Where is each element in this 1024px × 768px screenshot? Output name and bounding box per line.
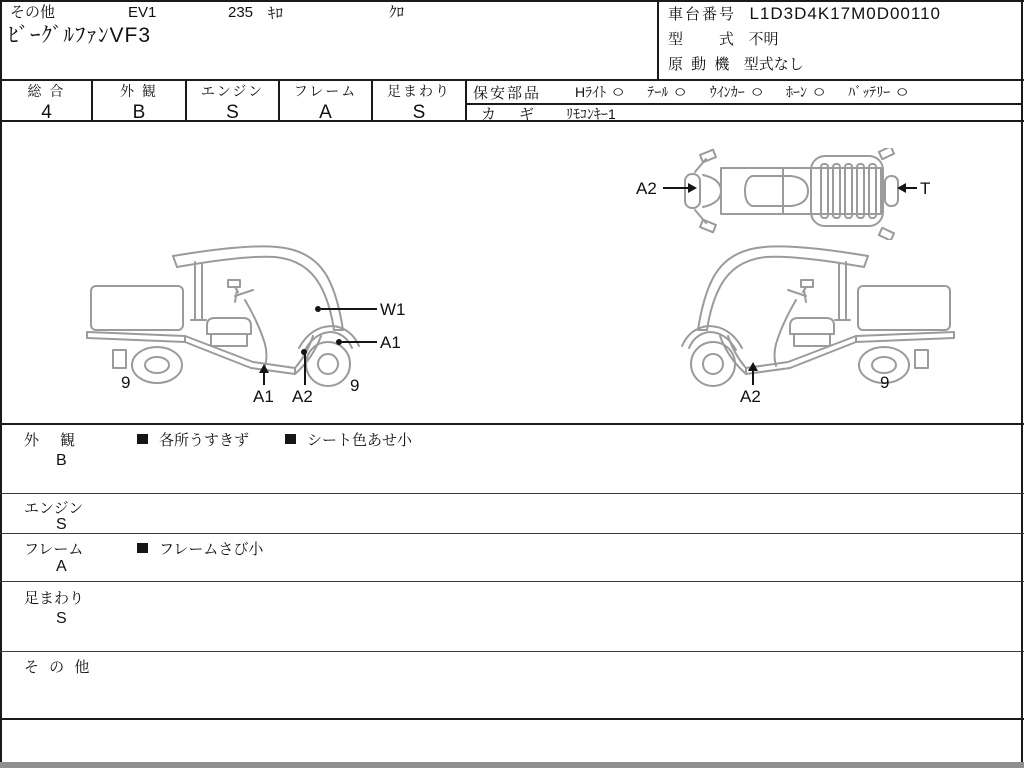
note-row-undercarriage-label: 足まわり <box>24 590 85 607</box>
safety-cell-divider <box>467 103 1022 105</box>
pass-circle-icon: ○ <box>674 82 687 101</box>
note-row-exterior-label: 外 観 <box>24 432 79 449</box>
color-code: ｸﾛ <box>389 4 405 21</box>
leader-line <box>905 187 917 189</box>
note-row-engine-grade: S <box>56 516 67 533</box>
grade-engine-value: S <box>226 102 239 123</box>
safety-item-headlight-label: Hﾗｲﾄ <box>575 84 607 100</box>
grade-undercarriage-value: S <box>412 102 426 123</box>
note-row-exterior-grade: B <box>56 452 67 469</box>
grade-cell-overall <box>2 79 93 122</box>
pass-circle-icon: ○ <box>611 82 625 101</box>
grade-engine-label: エンジン <box>200 83 265 99</box>
grade-frame-label: フレーム <box>293 83 358 99</box>
grade-cell-undercarriage <box>373 79 467 122</box>
leader-line <box>263 372 265 385</box>
model-type-row <box>668 31 778 49</box>
auction-code: EV1 <box>128 4 157 21</box>
note-text: フレームさび小 <box>159 541 264 558</box>
note-row-other-label: そ の 他 <box>24 659 93 676</box>
leader-line <box>752 370 754 385</box>
defect-label-w1: W1 <box>380 300 406 319</box>
header-divider <box>657 0 659 81</box>
safety-item-horn-label: ﾎｰﾝ <box>785 84 807 100</box>
mileage-unit: ｷﾛ <box>268 5 284 22</box>
safety-item-winker-label: ｳｲﾝｶｰ <box>709 84 745 100</box>
engine-type-value: 型式なし <box>743 56 804 73</box>
engine-type-label: 原 動 機 <box>668 56 732 73</box>
chassis-number: L1D3D4K17M0D00110 <box>749 4 941 23</box>
note-row-undercarriage-grade: S <box>56 610 67 627</box>
arrow-right-icon <box>688 183 697 193</box>
safety-item-headlight <box>575 82 623 102</box>
key-value: ﾘﾓｺﾝｷｰ1 <box>566 105 616 122</box>
safety-item-horn <box>786 82 824 102</box>
vehicle-category: その他 <box>10 4 56 21</box>
note-text: 各所うすきず <box>159 432 250 449</box>
note-bullet-icon <box>137 434 148 444</box>
defect-label-a1-fender: A1 <box>380 333 401 352</box>
grade-cell-engine <box>187 79 280 122</box>
engine-type-row <box>668 56 804 74</box>
model-type-value: 不明 <box>748 31 779 48</box>
row-divider <box>0 651 1024 652</box>
wheel-size-label-front: 9 <box>350 376 360 395</box>
notes-top-line <box>0 423 1024 425</box>
top-view-diagram <box>633 148 913 240</box>
grade-cell-exterior <box>93 79 187 122</box>
row-divider <box>0 581 1024 582</box>
grade-overall-label: 総 合 <box>27 83 66 99</box>
grade-exterior-label: 外 観 <box>120 83 158 99</box>
leader-line <box>304 354 306 385</box>
top-border <box>0 0 1024 2</box>
note-row-frame-label: フレーム <box>24 541 84 558</box>
model-name: ﾋﾞｰｸﾞﾙﾌｧﾝVF3 <box>8 24 152 47</box>
grade-frame-value: A <box>319 102 332 123</box>
row-divider <box>0 533 1024 534</box>
key-label: カ ギ <box>481 106 539 123</box>
note-bullet-icon <box>285 434 296 444</box>
safety-parts-row <box>467 81 1022 103</box>
leader-line <box>663 187 688 189</box>
note-row-engine-label: エンジン <box>24 500 84 517</box>
note-text: シート色あせ小 <box>307 432 413 449</box>
chassis-label: 車台番号 <box>668 6 737 23</box>
safety-item-tail <box>647 82 685 102</box>
note-row-frame-grade: A <box>56 558 67 575</box>
defect-label-a2-floor: A2 <box>292 387 313 406</box>
grade-undercarriage-label: 足まわり <box>387 83 451 99</box>
notes-bottom-line <box>0 718 1024 720</box>
model-type-label: 型 式 <box>668 31 737 48</box>
defect-label-a1-floor: A1 <box>253 387 274 406</box>
wheel-size-label-rear-left: 9 <box>880 373 890 392</box>
defect-label-a2-floor-left: A2 <box>740 387 761 406</box>
safety-item-battery-label: ﾊﾞｯﾃﾘｰ <box>848 84 891 100</box>
leader-line <box>342 341 377 343</box>
defect-label-a2-topview: A2 <box>636 179 657 198</box>
side-view-left-facing-diagram <box>636 240 956 405</box>
safety-item-battery <box>848 82 907 102</box>
wheel-size-label-rear: 9 <box>121 373 131 392</box>
grade-exterior-value: B <box>132 102 146 123</box>
row-divider <box>0 493 1024 494</box>
key-row <box>467 106 1022 121</box>
side-view-right-facing-diagram <box>85 240 395 405</box>
pass-circle-icon: ○ <box>895 82 909 101</box>
pass-circle-icon: ○ <box>750 82 764 101</box>
note-bullet-icon <box>137 543 148 553</box>
chassis-number-row <box>668 5 941 24</box>
defect-label-t-topview: T <box>920 179 931 198</box>
safety-item-winker <box>710 82 762 102</box>
mileage-value: 235 <box>228 4 254 21</box>
safety-parts-label: 保安部品 <box>473 84 542 102</box>
grade-overall-value: 4 <box>41 102 52 123</box>
pass-circle-icon: ○ <box>812 82 826 101</box>
bottom-edge <box>0 762 1024 768</box>
grade-cell-frame <box>280 79 373 122</box>
leader-line <box>321 308 377 310</box>
safety-item-tail-label: ﾃｰﾙ <box>647 84 669 100</box>
